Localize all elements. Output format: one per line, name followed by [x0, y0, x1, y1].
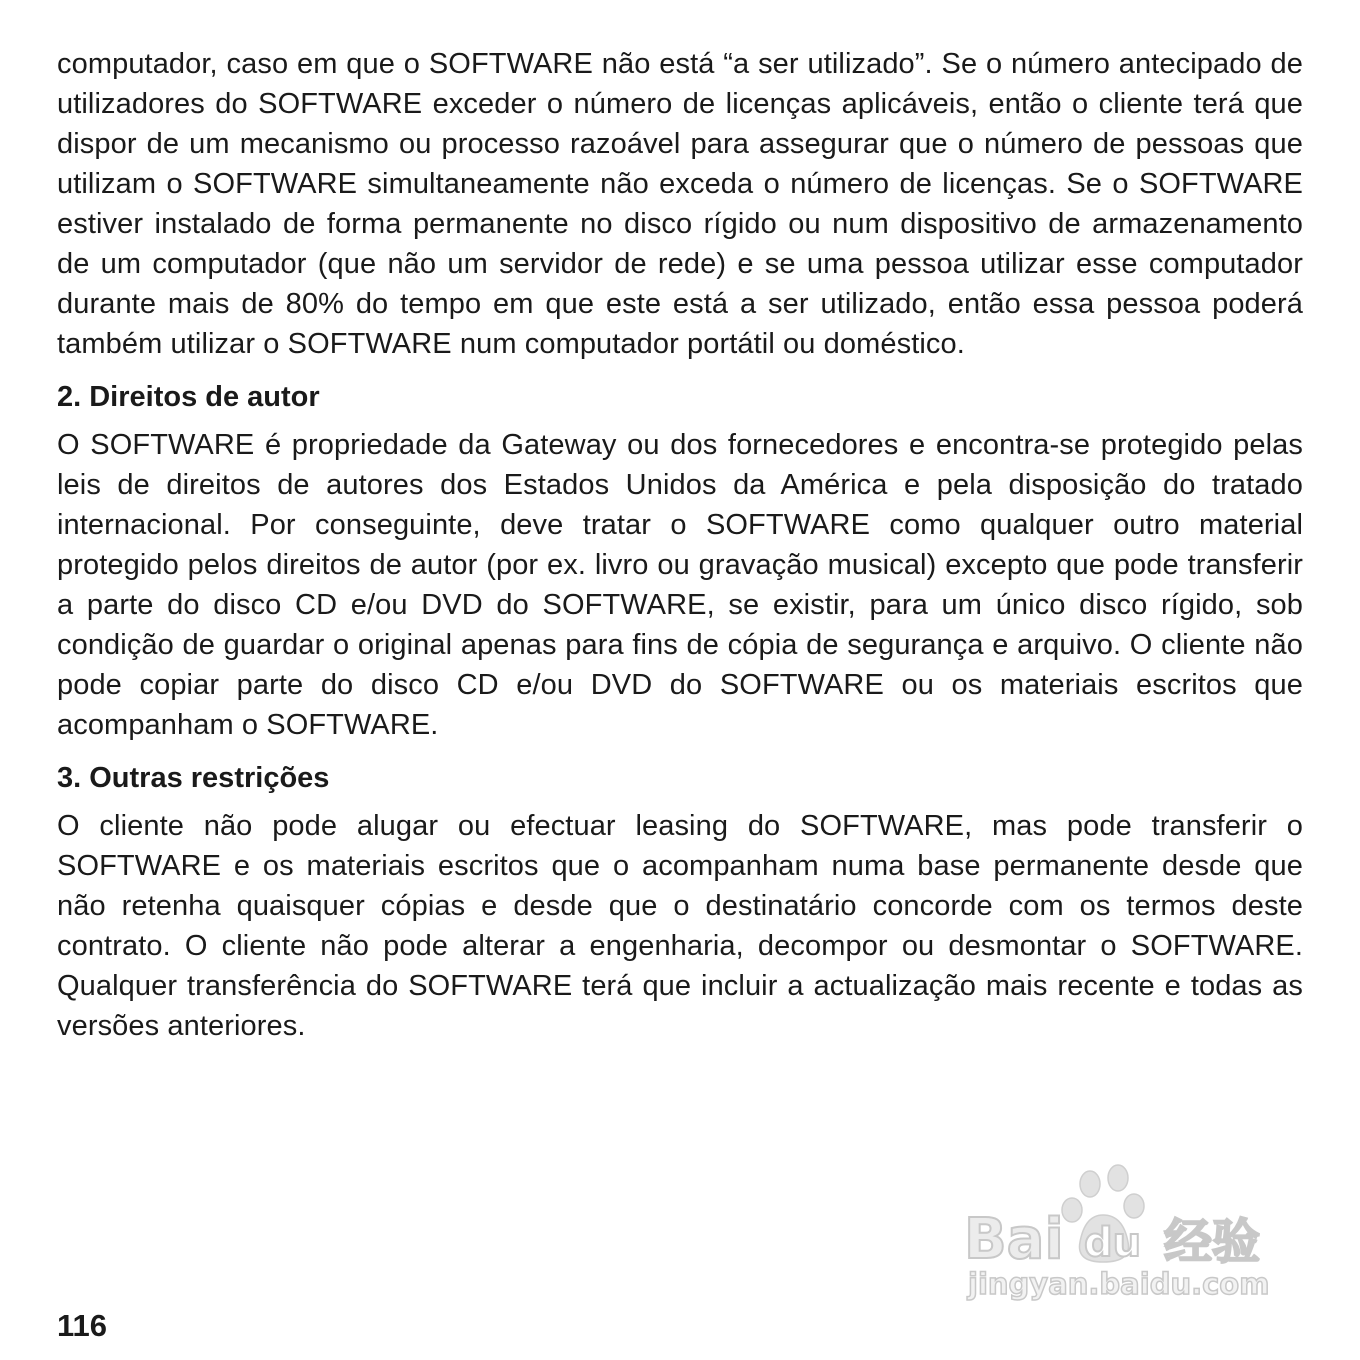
- section-2-paragraph: O SOFTWARE é propriedade da Gateway ou dos fornecedores e encontra-se protegido pelas leis de direitos de autores dos Estados Unidos da América e pela disposição do tratado internacional. Por conseguinte, deve tratar o SOFTWARE como qualquer outro material protegido pelos direitos de autor (por ex. livro ou gravação musical) excepto que pode transferir a parte do disco CD e/ou DVD do SOFTWARE, se existir, para um único disco rígido, sob condição de guardar o original apenas para fins de cópia de segurança e arquivo. O cliente não pode copiar parte do disco CD e/ou DVD do SOFTWARE ou os materiais escritos que acompanham o SOFTWARE.: [57, 429, 1303, 741]
- svg-text:经验: 经验: [1164, 1214, 1261, 1270]
- section-3-paragraph: O cliente não pode alugar ou efectuar leasing do SOFTWARE, mas pode transferir o SOFTWARE e os materiais escritos que o acompanham numa base permanente desde que não retenha quaisquer cópias e desde que o destinatário concorde com os termos deste contrato. O cliente não pode alterar a engenharia, decompor ou desmontar o SOFTWARE. Qualquer transferência do SOFTWARE terá que incluir a actualização mais recente e todas as versões anteriores.: [57, 810, 1303, 1042]
- document-body: [57, 44, 1303, 1046]
- svg-text:Bai: Bai: [964, 1207, 1064, 1272]
- intro-paragraph: computador, caso em que o SOFTWARE não está “a ser utilizado”. Se o número antecipado de utilizadores do SOFTWARE exceder o número de licenças aplicáveis, então o cliente terá que dispor de um mecanismo ou processo razoável para assegurar que o número de pessoas que utilizam o SOFTWARE simultaneamente não exceda o número de licenças. Se o SOFTWARE estiver instalado de forma permanente no disco rígido ou num dispositivo de armazenamento de um computador (que não um servidor de rede) e se uma pessoa utilizar esse computador durante mais de 80% do tempo em que este está a ser utilizado, então essa pessoa poderá também utilizar o SOFTWARE num computador portátil ou doméstico.: [57, 48, 1303, 360]
- page-number: 116: [57, 1308, 108, 1343]
- baidu-watermark-logo: [960, 1160, 1280, 1310]
- baidu-url-text: jingyan.baidu.com: [968, 1267, 1270, 1301]
- section-3-heading: 3. Outras restrições: [57, 762, 330, 794]
- svg-text:du: du: [1084, 1220, 1142, 1266]
- baidu-watermark: [960, 1160, 1280, 1310]
- section-2-heading: 2. Direitos de autor: [57, 381, 320, 413]
